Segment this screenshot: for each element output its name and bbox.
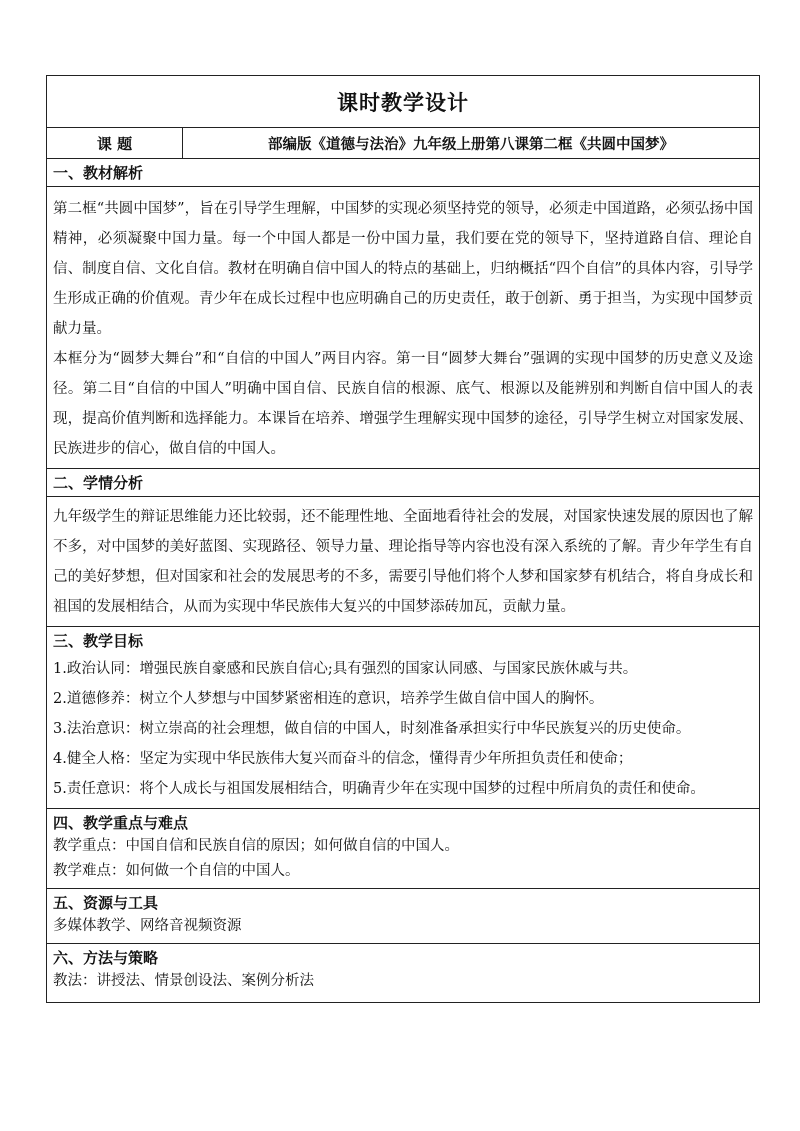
document-title: 课时教学设计 (337, 90, 469, 115)
section-body (47, 914, 759, 943)
objective-item: 2.道德修养：树立个人梦想与中国梦紧密相连的意识，培养学生做自信中国人的胸怀。 (53, 691, 604, 707)
section-heading: 二、学情分析 (53, 474, 144, 492)
objective-item: 5.责任意识：将个人成长与祖国发展相结合，明确青少年在实现中国梦的过程中所肩负的责任和使命。 (53, 781, 705, 797)
section-heading: 四、教学重点与难点 (53, 814, 189, 832)
subject-value: 部编版《道德与法治》九年级上册第八课第二框《共圆中国梦》 (268, 136, 674, 153)
objective-item: 1.政治认同：增强民族自豪感和民族自信心;具有强烈的国家认同感、与国家民族休戚与共。 (53, 661, 638, 677)
section-heading: 三、教学目标 (53, 632, 144, 650)
section-body (47, 969, 759, 1002)
section-body (47, 834, 759, 888)
section-teaching-objectives (47, 626, 759, 808)
subject-row (47, 127, 759, 158)
section-resources (47, 888, 759, 943)
key-point-item: 教学重点：中国自信和民族自信的原因；如何做自信的中国人。 (53, 838, 459, 854)
section-body (47, 496, 759, 626)
section-heading: 五、资源与工具 (53, 894, 159, 912)
section-body (47, 186, 759, 468)
lesson-design-table (46, 75, 760, 1003)
section-textbook-analysis (47, 158, 759, 186)
paragraph: 九年级学生的辩证思维能力还比较弱，还不能理性地、全面地看待社会的发展，对国家快速发展的原因也了解不多，对中国梦的美好蓝图、实现路径、领导力量、理论指导等内容也没有深入系统的了解。青少年学生有自己的美好梦想，但对国家和社会的发展思考的不多，需要引导他们将个人梦和国家梦有机结合，将自身成长和祖国的发展相结合，从而为实现中华民族伟大复兴的中国梦添砖加瓦，贡献力量。 (53, 509, 753, 615)
paragraph: 第二框“共圆中国梦”，旨在引导学生理解，中国梦的实现必须坚持党的领导，必须走中国道路，必须弘扬中国精神，必须凝聚中国力量。每一个中国人都是一份中国力量，我们要在党的领导下，坚持道路自信、理论自信、制度自信、文化自信。教材在明确自信中国人的特点的基础上，归纳概括“四个自信”的具体内容，引导学生形成正确的价值观。青少年在成长过程中也应明确自己的历史责任，敢于创新、勇于担当，为实现中国梦贡献力量。 (53, 201, 753, 337)
objective-item: 4.健全人格：坚定为实现中华民族伟大复兴而奋斗的信念，懂得青少年所担负责任和使命； (53, 751, 633, 767)
section-student-analysis (47, 468, 759, 496)
method-item: 教法：讲授法、情景创设法、案例分析法 (53, 973, 314, 989)
resource-item: 多媒体教学、网络音视频资源 (53, 918, 242, 934)
objective-item: 3.法治意识：树立崇高的社会理想，做自信的中国人，时刻准备承担实行中华民族复兴的历史使命。 (53, 721, 691, 737)
subject-label: 课 题 (47, 128, 183, 158)
title-row (47, 76, 759, 127)
section-heading: 一、教材解析 (53, 164, 144, 182)
section-key-points (47, 808, 759, 888)
section-body (47, 654, 759, 808)
section-methods (47, 943, 759, 1002)
paragraph: 本框分为“圆梦大舞台”和“自信的中国人”两目内容。第一目“圆梦大舞台”强调的实现中国梦的历史意义及途径。第二目“自信的中国人”明确中国自信、民族自信的根源、底气、根源以及能辨别和判断自信中国人的表现，提高价值判断和选择能力。本课旨在培养、增强学生理解实现中国梦的途径，引导学生树立对国家发展、民族进步的信心，做自信的中国人。 (53, 351, 753, 457)
difficulty-item: 教学难点：如何做一个自信的中国人。 (53, 863, 300, 879)
section-heading: 六、方法与策略 (53, 949, 159, 967)
